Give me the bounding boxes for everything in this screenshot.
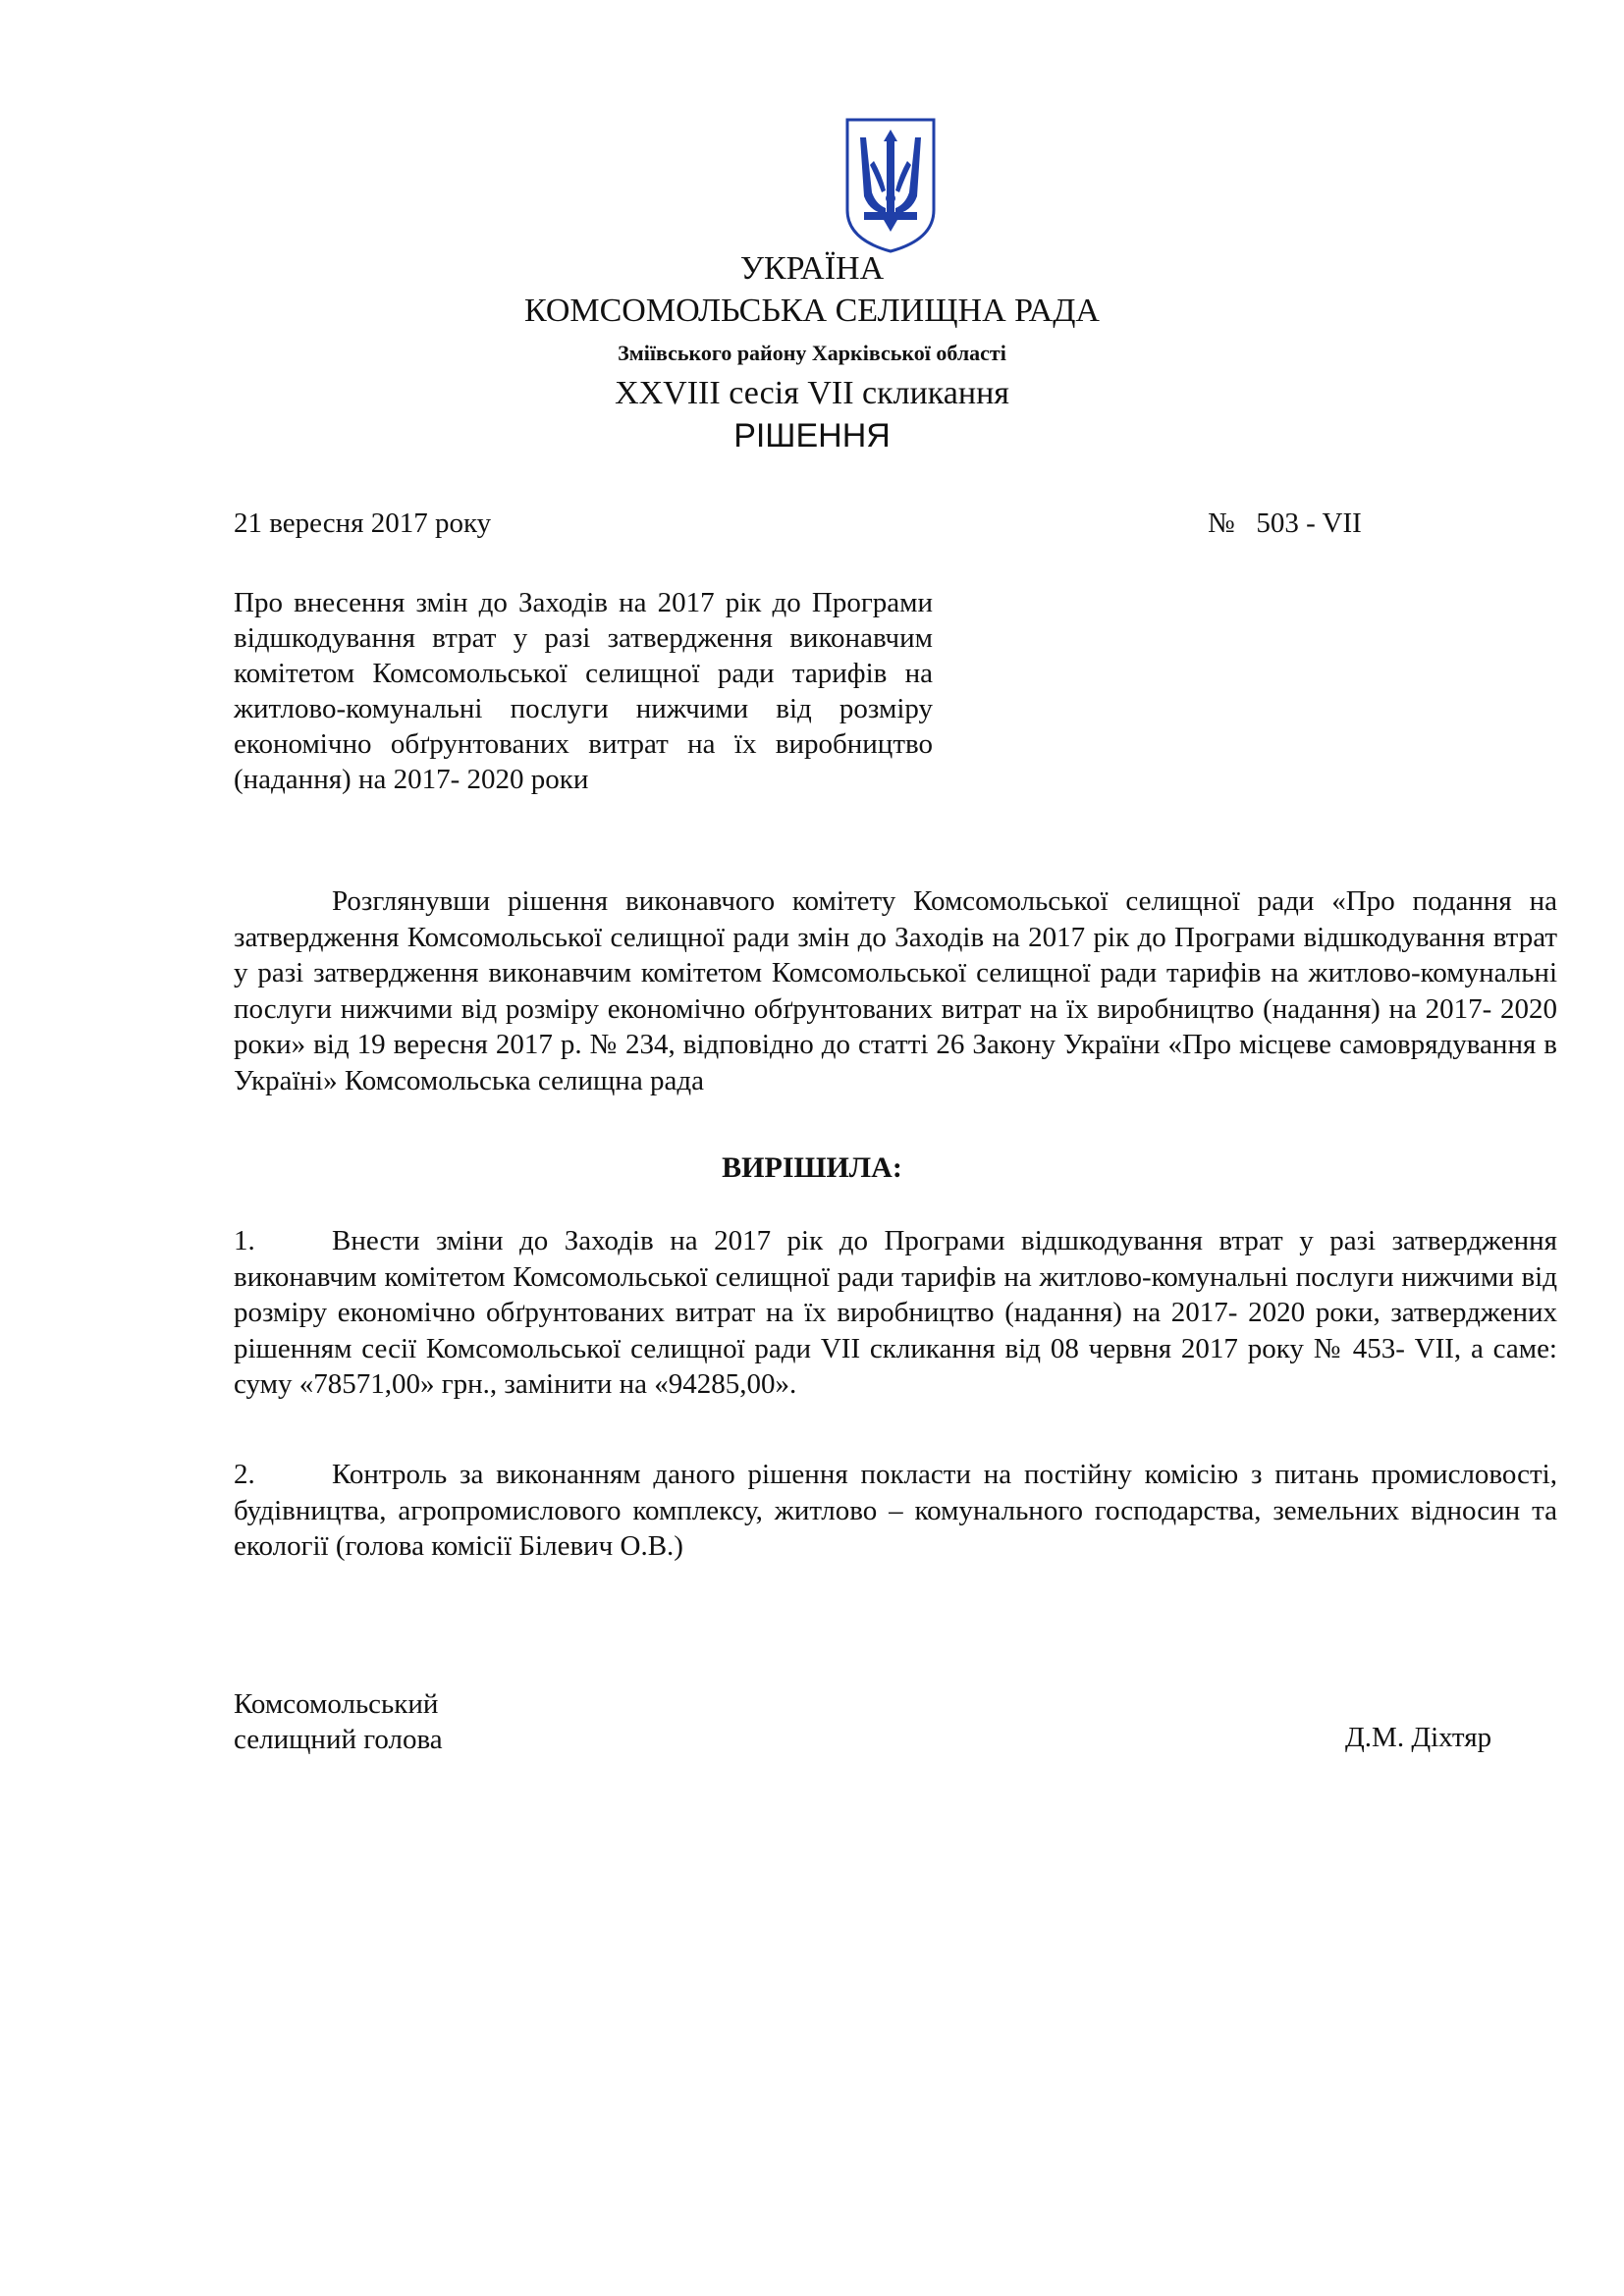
item-text: Внести зміни до Заходів на 2017 рік до Програми відшкодування втрат у разі затвердження виконавчим комітетом Комсомольської селищної ради тарифів на житлово-комунальні послуги нижчими від розміру економічно обґрунтованих витрат на їх виробництво (надання) на 2017- 2020 роки, затверджених рішенням сесії Комсомольської селищної ради VII скликання від 08 червня 2017 року № 453- VII, а саме: суму «78571,00» грн., замінити на «94285,00». <box>234 1225 1557 1400</box>
country-heading: УКРАЇНА <box>739 250 885 287</box>
session-heading: XXVIII сесія VII скликання <box>615 375 1009 411</box>
signature-title-line1: Комсомольський <box>234 1688 439 1720</box>
decision-heading: РІШЕННЯ <box>733 417 891 454</box>
decision-date: 21 вересня 2017 року <box>234 507 492 539</box>
decision-item-2 <box>234 1457 1557 1565</box>
decision-item-1 <box>234 1223 1557 1403</box>
item-text: Контроль за виконанням даного рішення покласти на постійну комісію з питань промисловості, будівництва, агропромислового комплексу, житлово – комунального господарства, земельних відносин та екології (голова комісії Білевич О.В.) <box>234 1459 1557 1562</box>
decision-subject: Про внесення змін до Заходів на 2017 рік до Програми відшкодування втрат у разі затвердження виконавчим комітетом Комсомольської селищної ради тарифів на житлово-комунальні послуги нижчими від розміру економічно обґрунтованих витрат на їх виробництво (надання) на 2017- 2020 роки <box>234 587 933 795</box>
preamble-paragraph: Розглянувши рішення виконавчого комітету Комсомольської селищної ради «Про подання на затвердження Комсомольської селищної ради змін до Заходів на 2017 рік до Програми відшкодування втрат у разі затвердження виконавчим комітетом Комсомольської селищної ради тарифів на житлово-комунальні послуги нижчими від розміру економічно обґрунтованих витрат на їх виробництво (надання) на 2017- 2020 роки» від 19 вересня 2017 р. № 234, відповідно до статті 26 Закону України «Про місцеве самоврядування в Україні» Комсомольська селищна рада <box>234 885 1557 1096</box>
decision-number: № 503 - VII <box>1208 507 1362 539</box>
council-heading: КОМСОМОЛЬСЬКА СЕЛИЩНА РАДА <box>524 293 1100 329</box>
district-subheading: Зміївського району Харківської області <box>618 341 1006 365</box>
signatory-name: Д.М. Діхтяр <box>1345 1722 1492 1753</box>
item-number: 2. <box>234 1459 255 1490</box>
coat-of-arms-emblem <box>842 116 939 253</box>
signature-title-line2: селищний голова <box>234 1724 443 1755</box>
resolved-heading: ВИРІШИЛА: <box>722 1151 902 1184</box>
item-number: 1. <box>234 1225 255 1256</box>
signature-title <box>234 1686 443 1757</box>
